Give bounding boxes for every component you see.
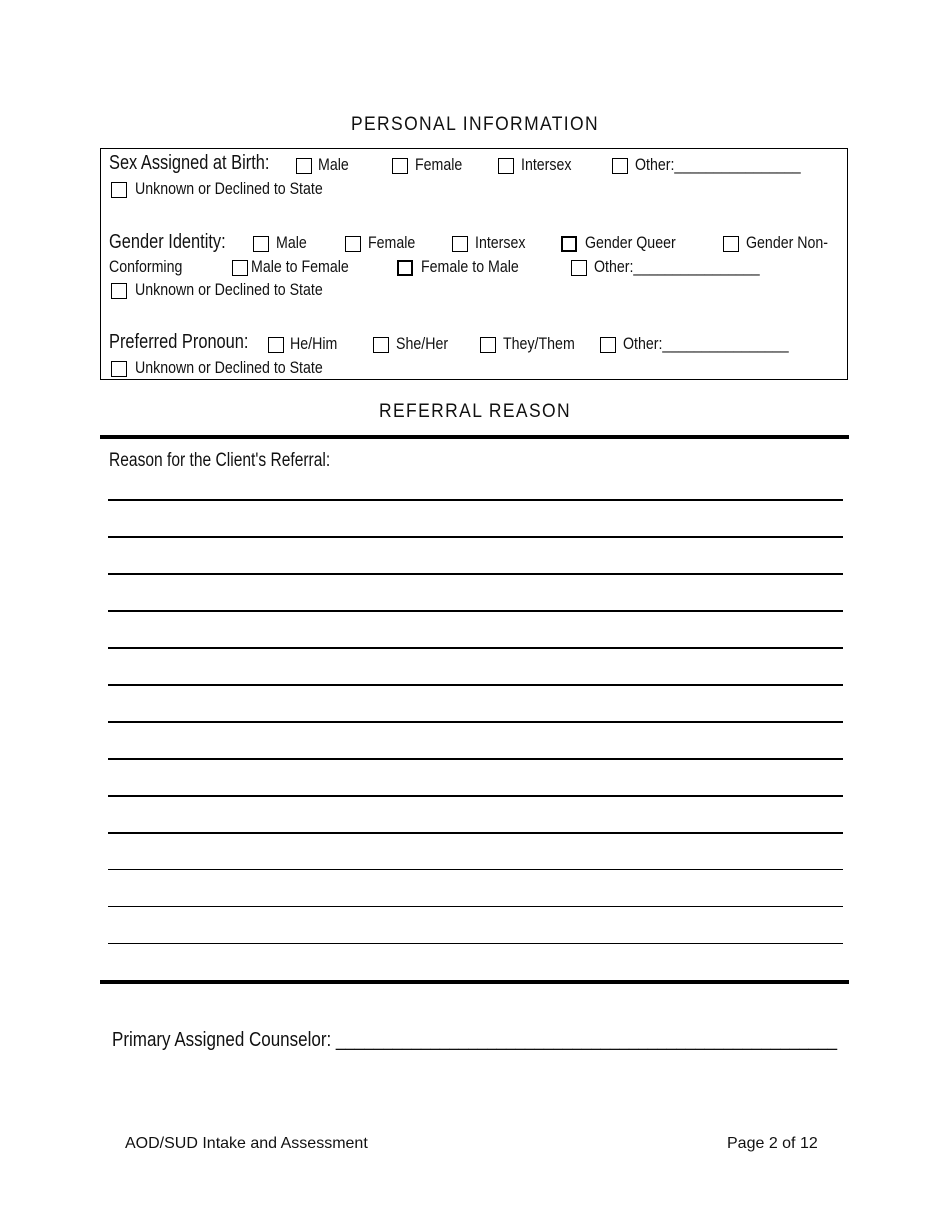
- gender-intersex-checkbox[interactable]: [452, 236, 468, 252]
- pronoun-hehim-label: He/Him: [290, 335, 338, 353]
- primary-counselor-label: Primary Assigned Counselor:: [112, 1029, 336, 1051]
- gender-identity-label: Gender Identity:: [109, 231, 226, 253]
- referral-writing-line[interactable]: [108, 906, 843, 907]
- referral-bottom-border: [100, 980, 849, 984]
- referral-top-border: [100, 435, 849, 439]
- gender-ftm-checkbox[interactable]: [397, 260, 413, 276]
- primary-counselor-blank[interactable]: _____________________________________________________: [335, 1029, 838, 1051]
- referral-writing-line[interactable]: [108, 684, 843, 686]
- sex-unknown-checkbox[interactable]: [111, 182, 127, 198]
- gender-nonconforming-label: Gender Non-: [746, 234, 829, 252]
- gender-intersex-label: Intersex: [475, 234, 526, 252]
- footer-page-number: Page 2 of 12: [727, 1135, 818, 1152]
- referral-writing-line[interactable]: [108, 647, 843, 649]
- gender-mtf-checkbox[interactable]: [232, 260, 248, 276]
- sex-unknown-label: Unknown or Declined to State: [135, 180, 323, 198]
- referral-writing-line[interactable]: [108, 832, 843, 834]
- referral-writing-line[interactable]: [108, 573, 843, 575]
- sex-intersex-label: Intersex: [521, 156, 572, 174]
- pronoun-unknown-label: Unknown or Declined to State: [135, 359, 323, 377]
- gender-queer-checkbox[interactable]: [561, 236, 577, 252]
- referral-writing-line[interactable]: [108, 499, 843, 501]
- sex-intersex-checkbox[interactable]: [498, 158, 514, 174]
- pronoun-hehim-checkbox[interactable]: [268, 337, 284, 353]
- gender-male-checkbox[interactable]: [253, 236, 269, 252]
- referral-writing-line[interactable]: [108, 943, 843, 944]
- gender-nonconforming-label-wrap: Conforming: [109, 258, 183, 276]
- pronoun-other-field[interactable]: Other:________________: [623, 335, 789, 353]
- pronoun-theythem-label: They/Them: [503, 335, 575, 353]
- pronoun-sheher-label: She/Her: [396, 335, 449, 353]
- sex-female-label: Female: [415, 156, 463, 174]
- gender-other-checkbox[interactable]: [571, 260, 587, 276]
- gender-other-field[interactable]: Other:________________: [594, 258, 760, 276]
- pronoun-unknown-checkbox[interactable]: [111, 361, 127, 377]
- gender-male-label: Male: [276, 234, 307, 252]
- referral-writing-line[interactable]: [108, 610, 843, 612]
- footer-document-title: AOD/SUD Intake and Assessment: [125, 1135, 368, 1152]
- sex-other-field[interactable]: Other:________________: [635, 156, 801, 174]
- referral-reason-title: REFERRAL REASON: [379, 401, 571, 422]
- gender-female-checkbox[interactable]: [345, 236, 361, 252]
- pronoun-sheher-checkbox[interactable]: [373, 337, 389, 353]
- preferred-pronoun-label: Preferred Pronoun:: [109, 331, 249, 353]
- personal-information-title: PERSONAL INFORMATION: [350, 114, 600, 135]
- sex-other-checkbox[interactable]: [612, 158, 628, 174]
- gender-unknown-label: Unknown or Declined to State: [135, 281, 323, 299]
- gender-nonconforming-checkbox[interactable]: [723, 236, 739, 252]
- sex-assigned-label: Sex Assigned at Birth:: [109, 152, 270, 174]
- sex-male-label: Male: [318, 156, 349, 174]
- sex-female-checkbox[interactable]: [392, 158, 408, 174]
- referral-writing-line[interactable]: [108, 721, 843, 723]
- referral-writing-line[interactable]: [108, 758, 843, 760]
- primary-counselor-field[interactable]: [112, 1029, 837, 1052]
- pronoun-theythem-checkbox[interactable]: [480, 337, 496, 353]
- gender-ftm-label: Female to Male: [421, 258, 519, 276]
- referral-reason-prompt: Reason for the Client's Referral:: [109, 450, 331, 471]
- gender-female-label: Female: [368, 234, 416, 252]
- sex-male-checkbox[interactable]: [296, 158, 312, 174]
- referral-writing-line[interactable]: [108, 869, 843, 870]
- referral-writing-line[interactable]: [108, 795, 843, 797]
- gender-mtf-label: Male to Female: [251, 258, 349, 276]
- pronoun-other-checkbox[interactable]: [600, 337, 616, 353]
- referral-writing-line[interactable]: [108, 536, 843, 538]
- gender-unknown-checkbox[interactable]: [111, 283, 127, 299]
- gender-queer-label: Gender Queer: [585, 234, 676, 252]
